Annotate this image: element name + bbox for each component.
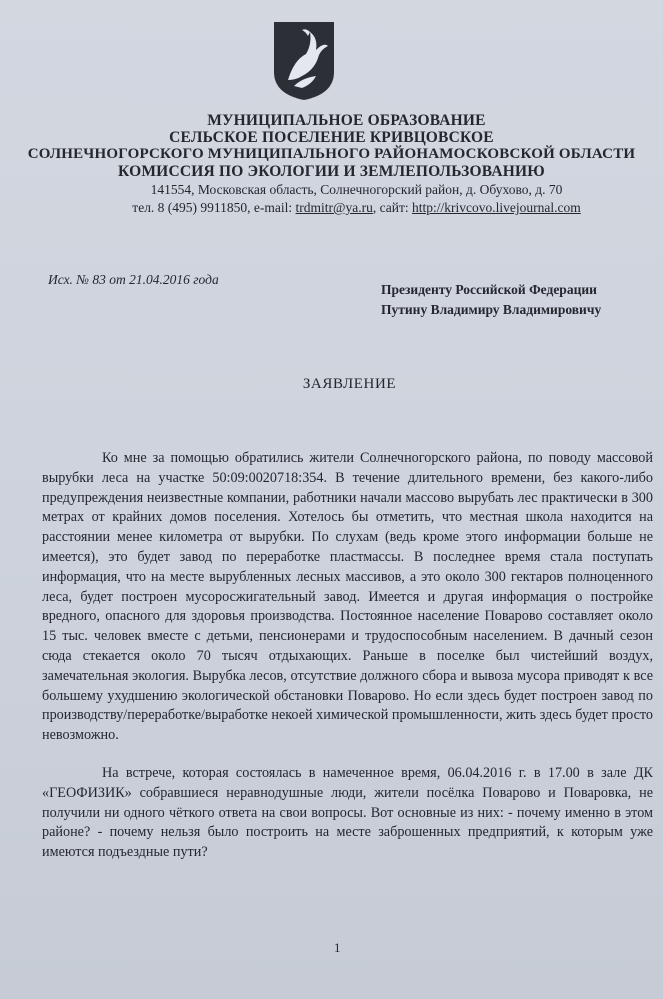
- coat-of-arms-emblem-icon: [272, 20, 336, 102]
- document-body: [42, 449, 653, 863]
- addressee-line-2: Путину Владимиру Владимировичу: [381, 302, 602, 317]
- page-number: 1: [334, 940, 341, 955]
- letterhead-line-2: СЕЛЬСКОЕ ПОСЕЛЕНИЕ КРИВЦОВСКОЕ: [169, 129, 494, 146]
- letterhead-address: 141554, Московская область, Солнечногорский район, д. Обухово, д. 70: [150, 182, 563, 197]
- letterhead-site-link[interactable]: http://krivcovo.livejournal.com: [411, 200, 581, 215]
- body-paragraph: На встрече, которая состоялась в намеченное время, 06.04.2016 г. в 17.00 в зале ДК «ГЕОФИЗИК» собравшиеся неравнодушные люди, жители посёлка Поварово и Поваровка, не получили ни одного чёткого ответа на свои вопросы. Вот основные из них: - почему именно в этом районе? - почему нельзя было построить на месте заброшенных предприятий, к которым уже имеются подъездные пути?: [42, 764, 653, 861]
- document-title: ЗАЯВЛЕНИЕ: [302, 376, 397, 392]
- body-paragraph: Ко мне за помощью обратились жители Солнечногорского района, по поводу массовой вырубки леса на участке 50:09:0020718:354. В течение длительного времени, без какого-либо предупреждения неизвестные компании, работники начали массово вырубать лес практически в 300 метрах от крайних домов поселения. Хотелось бы отметить, что местная школа находится на расстоянии менее километра от вырубки. По слухам (ведь кроме этого информации больше не имеется), это будет завод по переработке пластмассы. В последнее время стала поступать информация, что на месте вырубленных лесных массивов, а это около 300 гектаров полноценного леса, будет построен мусоросжигательный завод. Имеется и другая информация о постройке вредного, опасного для здоровья производства. Постоянное население Поварово составляет около 15 тыс. человек вместе с детьми, пенсионерами и трудоспособным населением. В дачный сезон сюда стекается около 70 тысяч отдыхающих. Раньше в поселке был чистейший воздух, замечательная экология. Вырубка лесов, отсутствие должного сбора и вывоза мусора приводят к все большему ухудшению экологической обстановки Поварово. Но если здесь будет построен завод по производству/переработке/выработке некоей химической промышленности, жить здесь будет просто невозможно.: [42, 450, 653, 744]
- addressee-line-1: Президенту Российской Федерации: [381, 282, 597, 297]
- letterhead-line-3: СОЛНЕЧНОГОРСКОГО МУНИЦИПАЛЬНОГО РАЙОНАМОСКОВСКОЙ ОБЛАСТИ: [27, 146, 636, 162]
- letterhead: [0, 112, 663, 217]
- letterhead-email-link[interactable]: trdmitr@ya.ru: [295, 200, 373, 215]
- outgoing-number: Исх. № 83 от 21.04.2016 года: [48, 272, 219, 287]
- letterhead-contacts: [0, 199, 663, 217]
- letterhead-line-4: КОМИССИЯ ПО ЭКОЛОГИИ И ЗЕМЛЕПОЛЬЗОВАНИЮ: [118, 163, 545, 180]
- addressee-block: [381, 280, 601, 320]
- letterhead-site-label: , сайт:: [372, 200, 409, 215]
- letterhead-line-1: МУНИЦИПАЛЬНОЕ ОБРАЗОВАНИЕ: [207, 112, 486, 129]
- letterhead-phone: тел. 8 (495) 9911850,: [132, 200, 251, 215]
- letterhead-email-label: e-mail:: [253, 200, 293, 215]
